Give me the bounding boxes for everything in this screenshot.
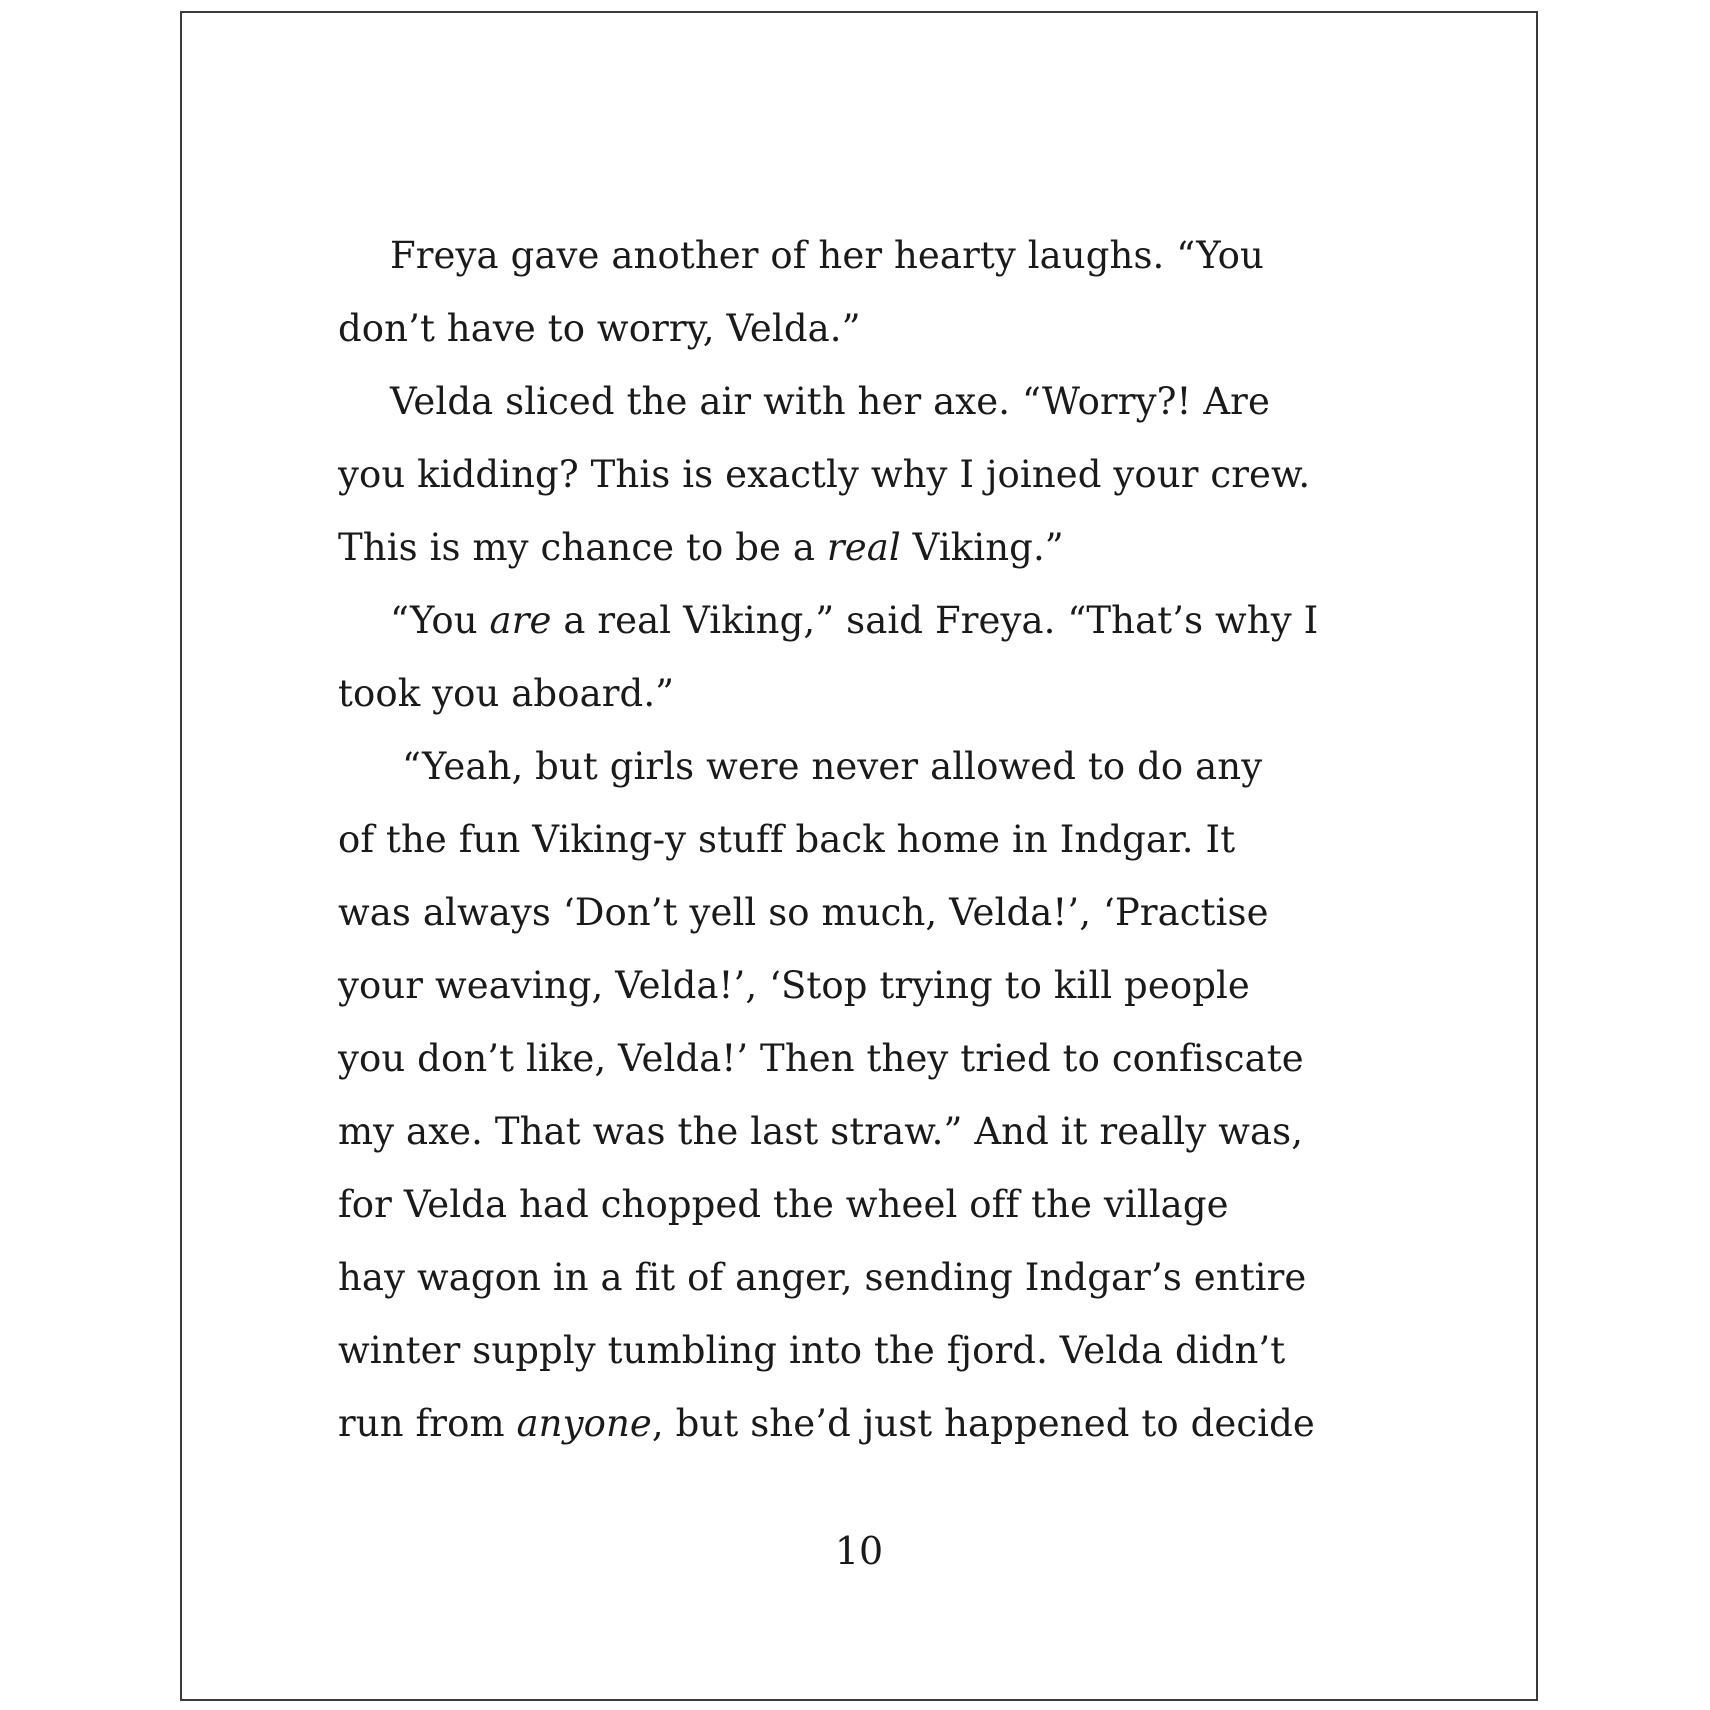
text-line: Freya gave another of her hearty laughs. “You xyxy=(390,234,1264,277)
text-line: “Yeah, but girls were never allowed to do any xyxy=(402,745,1263,788)
text-line: you don’t like, Velda!’ Then they tried to confiscate xyxy=(338,1037,1304,1080)
text-line: you kidding? This is exactly why I joined your crew. xyxy=(338,453,1311,496)
text-line: for Velda had chopped the wheel off the village xyxy=(338,1183,1229,1226)
text-line: my axe. That was the last straw.” And it really was, xyxy=(338,1110,1304,1153)
text-line: don’t have to worry, Velda.” xyxy=(338,307,861,350)
text-line: of the fun Viking-y stuff back home in Indgar. It xyxy=(338,818,1236,861)
emphasis-text: are xyxy=(489,599,552,642)
text-line: Velda sliced the air with her axe. “Worry?! Are xyxy=(390,380,1270,423)
text-line: winter supply tumbling into the fjord. Velda didn’t xyxy=(338,1329,1286,1372)
text-line: hay wagon in a fit of anger, sending Indgar’s entire xyxy=(338,1256,1307,1299)
text-line: This is my chance to be a real Viking.” xyxy=(338,526,1064,569)
emphasis-text: real xyxy=(826,526,901,569)
text-line: your weaving, Velda!’, ‘Stop trying to kill people xyxy=(338,964,1250,1007)
text-line: run from anyone, but she’d just happened to decide xyxy=(338,1402,1315,1445)
page-number: 10 xyxy=(834,1529,884,1573)
text-line: “You are a real Viking,” said Freya. “That’s why I xyxy=(390,599,1319,642)
book-page xyxy=(180,11,1538,1701)
text-line: took you aboard.” xyxy=(338,672,675,715)
text-line: was always ‘Don’t yell so much, Velda!’, ‘Practise xyxy=(338,891,1269,934)
emphasis-text: anyone xyxy=(516,1402,652,1445)
